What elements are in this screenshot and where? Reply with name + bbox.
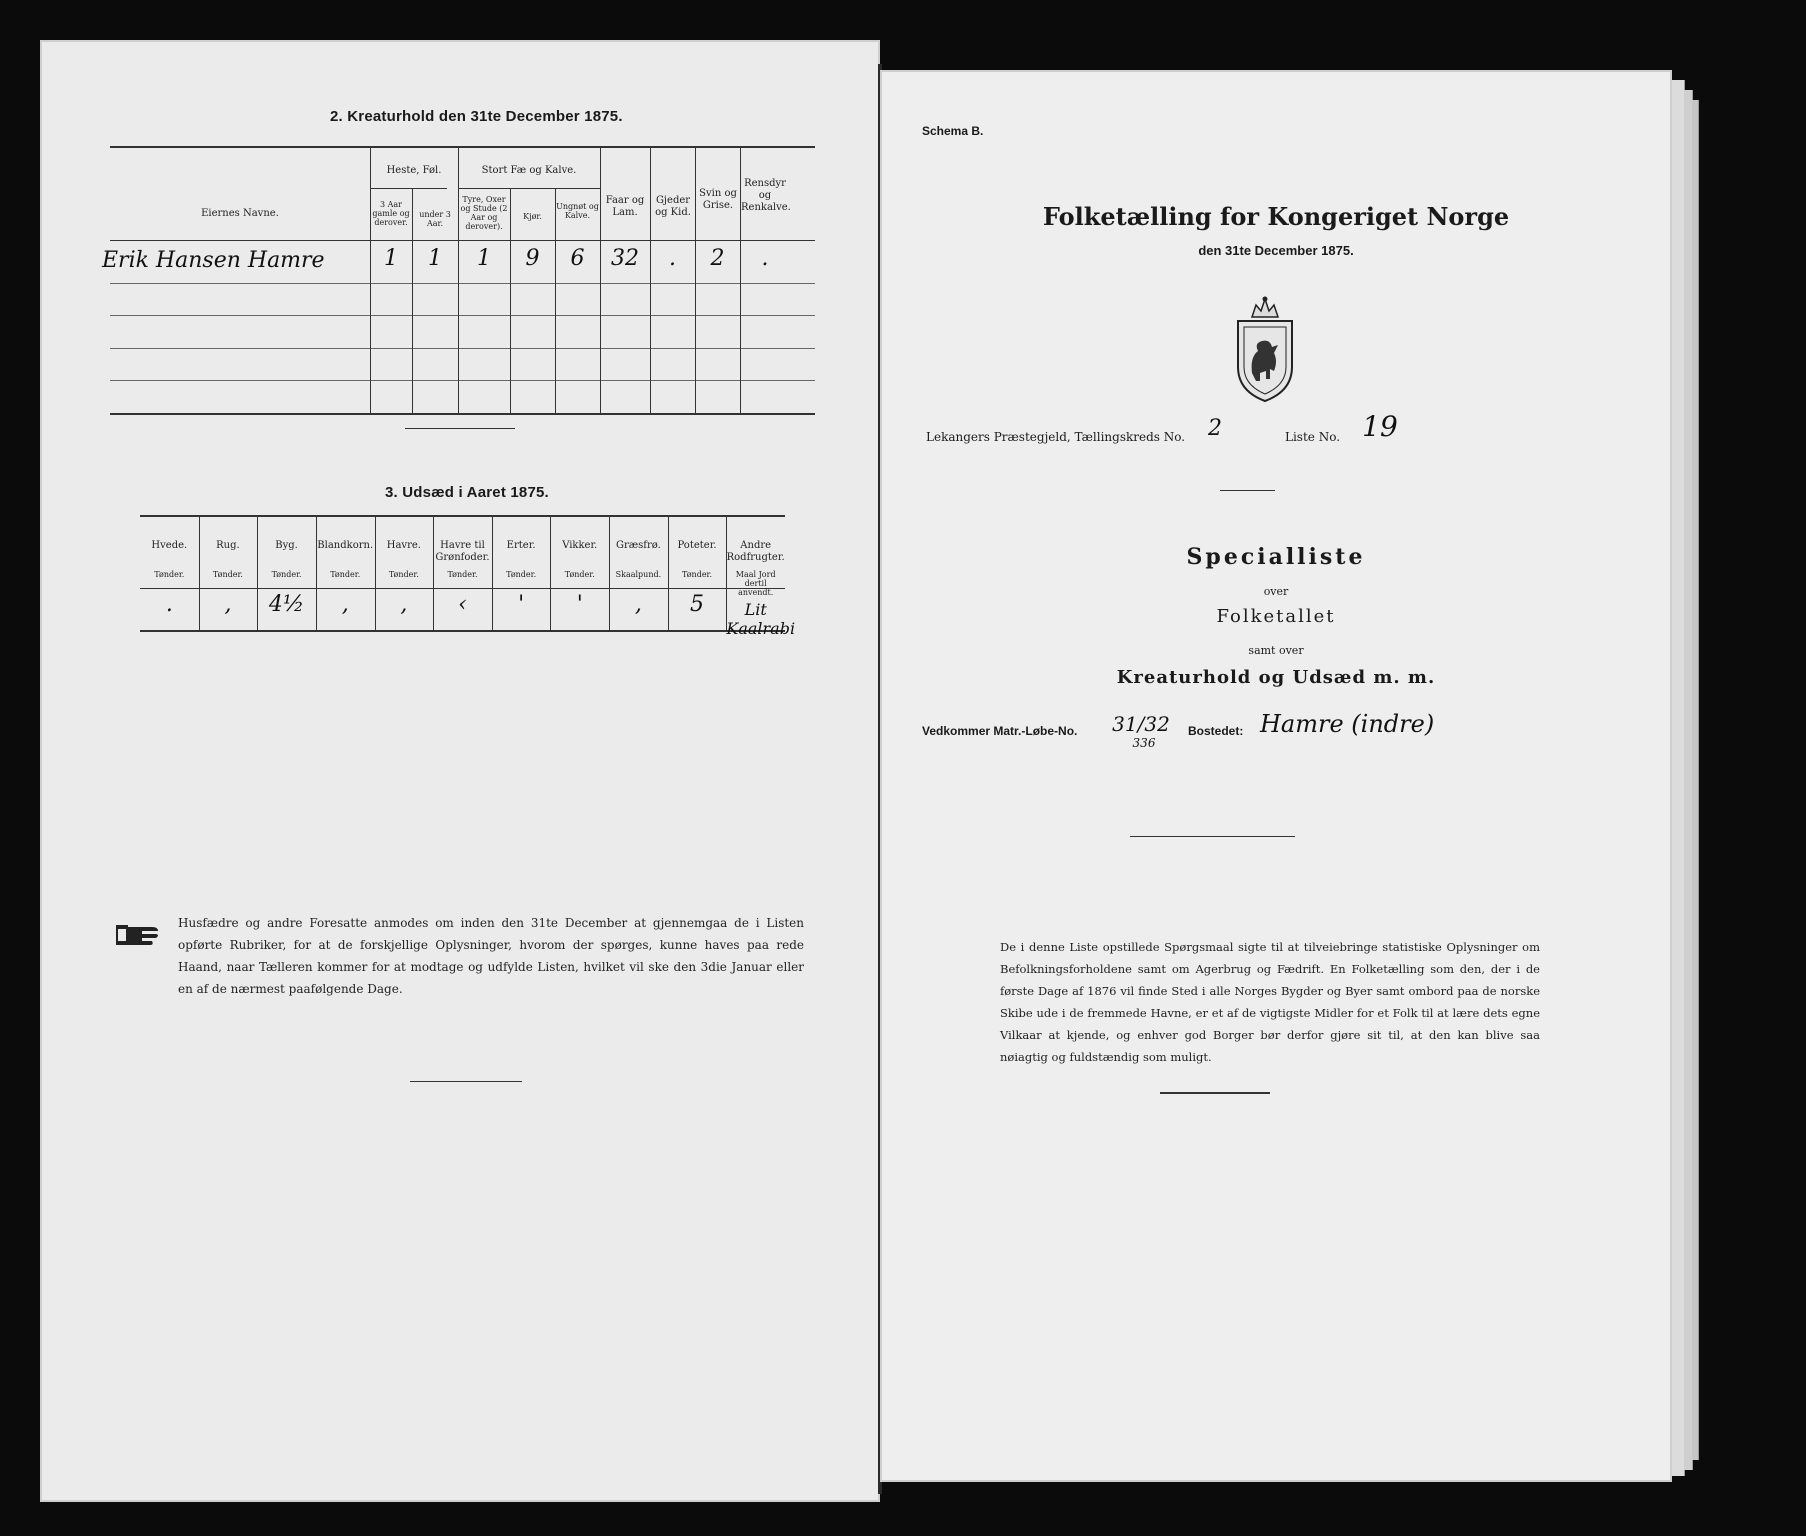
udsaed-header-unit: Tønder. bbox=[447, 570, 478, 579]
udsaed-header-unit: Skaalpund. bbox=[615, 570, 662, 579]
table-rule bbox=[370, 188, 447, 189]
specialliste-heading: Specialliste bbox=[1186, 544, 1366, 570]
table-vrule bbox=[555, 188, 556, 414]
udsaed-header-name: Vikker. bbox=[562, 540, 598, 551]
section-3-title: 3. Udsæd i Aaret 1875. bbox=[385, 484, 549, 501]
udsaed-header-unit: Tønder. bbox=[564, 570, 595, 579]
header-reindeer: Rensdyr og Renkalve. bbox=[741, 178, 791, 213]
header-cattle-cows: Kjør. bbox=[523, 212, 542, 221]
parish-label: Lekangers Præstegjeld, Tællingskreds No. bbox=[926, 430, 1186, 444]
udsaed-header-name: Havre. bbox=[386, 540, 421, 551]
liste-label: Liste No. bbox=[1285, 430, 1341, 444]
separator-line bbox=[405, 428, 515, 429]
cell-young-cattle: 6 bbox=[570, 246, 585, 271]
separator-line bbox=[1220, 490, 1275, 491]
header-horses: Heste, Føl. bbox=[386, 165, 442, 176]
header-goats: Gjeder og Kid. bbox=[655, 195, 691, 218]
header-horses-young: under 3 Aar. bbox=[419, 210, 451, 228]
right-page bbox=[880, 70, 1672, 1482]
separator-line bbox=[1160, 1092, 1270, 1094]
cell-pigs: 2 bbox=[710, 246, 725, 271]
left-page bbox=[40, 40, 880, 1502]
udsaed-value: ' bbox=[518, 592, 525, 617]
table-vrule bbox=[600, 147, 601, 414]
udsaed-header-unit: Tønder. bbox=[506, 570, 537, 579]
bosted-label: Bostedet: bbox=[1188, 724, 1244, 738]
explanation-paragraph: De i denne Liste opstillede Spørgsmaal sigte til at tilveiebringe statistiske Oplysninger om Befolkningsforholdene samt om Agerbrug og Fædrift. En Folketælling som den, der i de første Dage af 1876 vil finde Sted i alle Norges Bygder og Byer samt ombord paa de norske Skibe ude i de fremmede Havne, er et af de vigtigste Midler for et Folk til at lære dets egne Vilkaar at kjende, og enhver god Borger bør derfor gjøre sit til, at den kan blive saa nøiagtig og fuldstændig som muligt. bbox=[1000, 940, 1540, 1064]
cell-reindeer: . bbox=[761, 246, 769, 271]
header-cattle-bulls: Tyre, Oxer og Stude (2 Aar og derover). bbox=[460, 195, 508, 231]
table-rule bbox=[140, 515, 785, 517]
document-title: Folketælling for Kongeriget Norge bbox=[1042, 202, 1510, 231]
matr-label: Vedkommer Matr.-Løbe-No. bbox=[922, 724, 1078, 738]
header-pigs: Svin og Grise. bbox=[699, 188, 737, 211]
table-vrule bbox=[370, 147, 371, 414]
pointing-hand-icon bbox=[112, 921, 168, 949]
udsaed-value: , bbox=[341, 592, 349, 617]
udsaed-header-unit: Tønder. bbox=[682, 570, 713, 579]
udsaed-value: , bbox=[400, 592, 408, 617]
folketallet-heading: Folketallet bbox=[1216, 606, 1336, 627]
table-vrule bbox=[650, 147, 651, 414]
page-stack-edge bbox=[1692, 100, 1699, 1460]
table-rule bbox=[110, 146, 815, 148]
udsaed-header-name: Andre Rodfrugter. bbox=[726, 540, 785, 563]
section-2-title: 2. Kreaturhold den 31te December 1875. bbox=[330, 108, 623, 125]
table-rule bbox=[110, 380, 815, 381]
header-owner: Eiernes Navne. bbox=[201, 208, 279, 219]
udsaed-header-unit: Tønder. bbox=[388, 570, 419, 579]
udsaed-header-name: Poteter. bbox=[677, 540, 717, 551]
owner-name: Erik Hansen Hamre bbox=[102, 248, 325, 273]
udsaed-header-name: Erter. bbox=[506, 540, 536, 551]
over-text: over bbox=[1263, 585, 1289, 598]
table-rule bbox=[110, 413, 815, 415]
udsaed-value: ' bbox=[576, 592, 583, 617]
udsaed-header-name: Græsfrø. bbox=[615, 540, 661, 551]
udsaed-header-unit: Tønder. bbox=[330, 570, 361, 579]
cell-cows: 9 bbox=[525, 246, 540, 271]
table-rule bbox=[458, 188, 600, 189]
table-rule bbox=[140, 630, 785, 632]
table-vrule bbox=[458, 147, 459, 414]
udsaed-header-name: Hvede. bbox=[151, 540, 188, 551]
table-rule bbox=[110, 283, 815, 284]
table-rule bbox=[110, 240, 815, 241]
kreaturhold-heading: Kreaturhold og Udsæd m. m. bbox=[1116, 667, 1436, 688]
cell-sheep: 32 bbox=[611, 246, 639, 271]
liste-number: 19 bbox=[1362, 410, 1398, 443]
kreds-number: 2 bbox=[1208, 416, 1222, 441]
udsaed-header-unit: Tønder. bbox=[271, 570, 302, 579]
udsaed-value: 4½ bbox=[268, 592, 305, 617]
header-cattle: Stort Fæ og Kalve. bbox=[481, 165, 577, 176]
udsaed-value: 5 bbox=[690, 592, 705, 617]
header-cattle-young: Ungnøt og Kalve. bbox=[556, 202, 599, 220]
samt-over-text: samt over bbox=[1248, 644, 1304, 657]
document-date: den 31te December 1875. bbox=[1198, 243, 1354, 258]
udsaed-value: . bbox=[165, 592, 173, 617]
cell-horses-young: 1 bbox=[428, 246, 442, 271]
schema-label: Schema B. bbox=[922, 124, 984, 138]
notice-text: Husfædre og andre Foresatte anmodes om inden den 31te December at gjennemgaa de i Listen opførte Rubriker, for at de forskjellige Oplysninger, hvorom der spørges, kunne haves paa rede Haand, naar Tælleren kommer for at modtage og udfylde Listen, hvilket vil ske den 3die Januar eller en af de nærmest paafølgende Dage. bbox=[178, 916, 804, 996]
udsaed-header-name: Rug. bbox=[216, 540, 240, 551]
header-horses-old: 3 Aar gamle og derover. bbox=[372, 200, 410, 227]
table-vrule bbox=[510, 188, 511, 414]
cell-bulls: 1 bbox=[477, 246, 491, 271]
cell-horses-old: 1 bbox=[384, 246, 398, 271]
udsaed-header-unit: Tønder. bbox=[212, 570, 243, 579]
udsaed-value: ‹ bbox=[458, 592, 467, 617]
udsaed-header-name: Blandkorn. bbox=[317, 540, 374, 551]
header-sheep: Faar og Lam. bbox=[605, 195, 645, 218]
udsaed-value: Lit Kaalrabi bbox=[726, 600, 796, 638]
bosted-value: Hamre (indre) bbox=[1260, 710, 1435, 738]
table-rule bbox=[110, 315, 815, 316]
udsaed-header-name: Havre til Grønfoder. bbox=[435, 540, 490, 563]
separator-line bbox=[410, 1081, 522, 1082]
separator-line bbox=[1130, 836, 1295, 837]
matr-value: 31/32 bbox=[1112, 712, 1170, 736]
udsaed-header-unit: Tønder. bbox=[154, 570, 185, 579]
table-rule bbox=[110, 348, 815, 349]
udsaed-header-unit: Maal Jord dertil anvendt. bbox=[735, 570, 776, 597]
matr-sub: 336 bbox=[1132, 736, 1156, 750]
cell-goats: . bbox=[669, 246, 676, 271]
udsaed-value: , bbox=[224, 592, 232, 617]
udsaed-header-name: Byg. bbox=[275, 540, 298, 551]
coat-of-arms-icon bbox=[1230, 295, 1300, 405]
udsaed-value: , bbox=[634, 592, 642, 617]
table-rule bbox=[140, 588, 785, 589]
